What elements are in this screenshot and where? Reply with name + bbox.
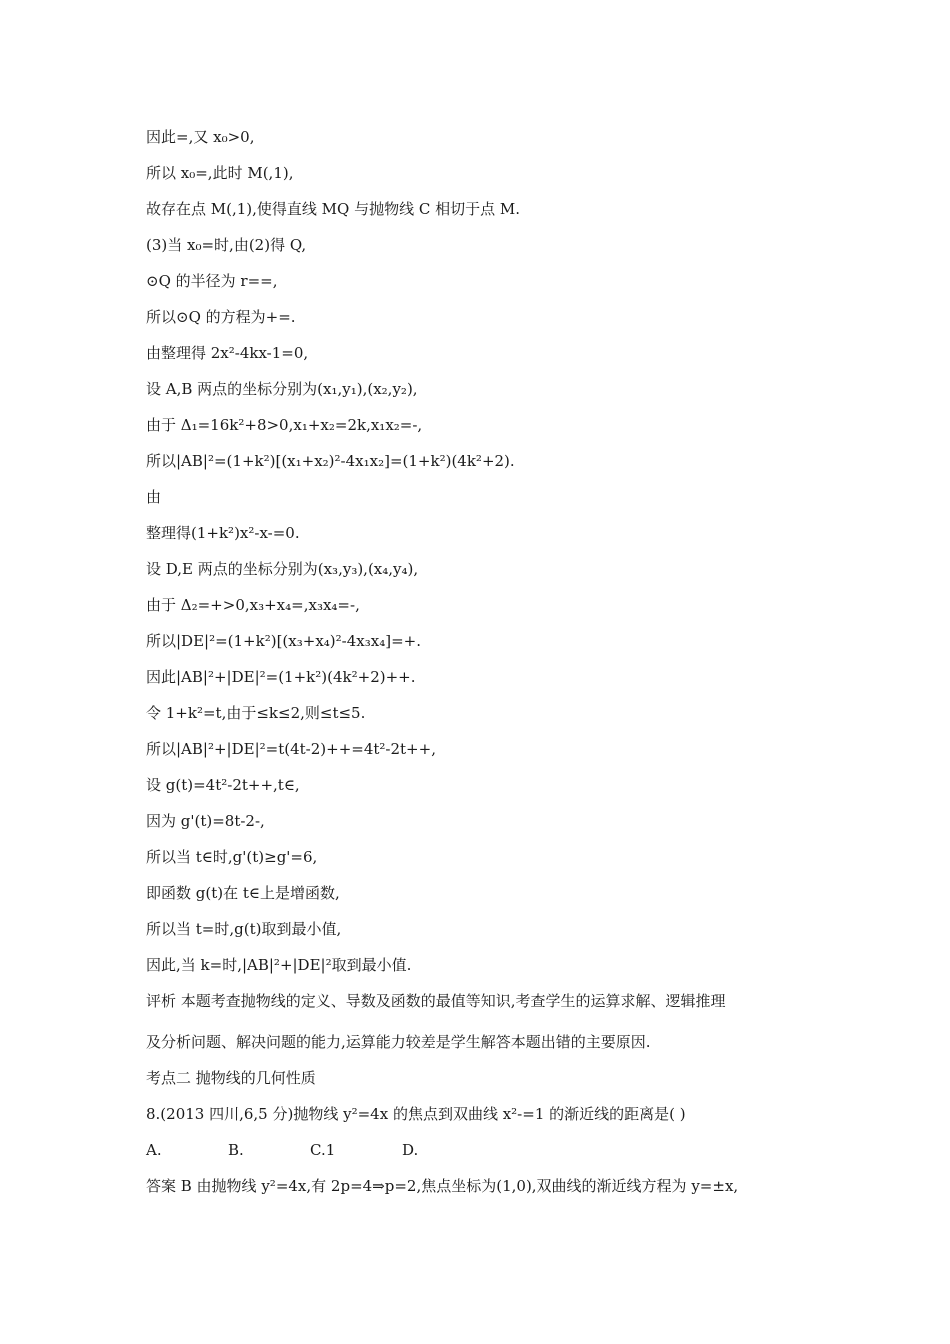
comment-line-2: 及分析问题、解决问题的能力,运算能力较差是学生解答本题出错的主要原因. — [146, 1033, 651, 1051]
text-line: 所以 x₀=,此时 M(,1), — [146, 164, 294, 182]
text-line: 设 A,B 两点的坐标分别为(x₁,y₁),(x₂,y₂), — [146, 380, 418, 398]
text-line: 由 — [146, 488, 162, 506]
text-line: 由于 Δ₂=+>0,x₃+x₄=,x₃x₄=-, — [146, 596, 360, 614]
text-line: 因此=,又 x₀>0, — [146, 128, 255, 146]
text-line: 所以⊙Q 的方程为+=. — [146, 308, 296, 326]
text-line: 设 g(t)=4t²-2t++,t∈, — [146, 776, 300, 794]
text-line: 因为 g'(t)=8t-2-, — [146, 812, 265, 830]
text-line: 设 D,E 两点的坐标分别为(x₃,y₃),(x₄,y₄), — [146, 560, 419, 578]
text-line: 由整理得 2x²-4kx-1=0, — [146, 344, 309, 362]
text-line: 因此,当 k=时,|AB|²+|DE|²取到最小值. — [146, 956, 412, 974]
text-line: ⊙Q 的半径为 r==, — [146, 272, 278, 290]
text-line: 所以|DE|²=(1+k²)[(x₃+x₄)²-4x₃x₄]=+. — [146, 632, 421, 650]
text-line: 所以当 t=时,g(t)取到最小值, — [146, 920, 342, 938]
text-line: 所以|AB|²+|DE|²=t(4t-2)++=4t²-2t++, — [146, 740, 436, 758]
text-line: 令 1+k²=t,由于≤k≤2,则≤t≤5. — [146, 704, 366, 722]
question-text: 8.(2013 四川,6,5 分)抛物线 y²=4x 的焦点到双曲线 x²-=1 的渐近线的距离是( ) — [146, 1105, 686, 1123]
text-line: 整理得(1+k²)x²-x-=0. — [146, 524, 300, 542]
text-line: 所以当 t∈时,g'(t)≥g'=6, — [146, 848, 318, 866]
choice-c: C.1 — [310, 1141, 336, 1159]
text-line: (3)当 x₀=时,由(2)得 Q, — [146, 236, 307, 254]
choices-row — [146, 1140, 418, 1160]
text-line: 即函数 g(t)在 t∈上是增函数, — [146, 884, 340, 902]
choice-d: D. — [402, 1141, 419, 1159]
text-line: 因此|AB|²+|DE|²=(1+k²)(4k²+2)++. — [146, 668, 416, 686]
section-title: 考点二 抛物线的几何性质 — [146, 1069, 316, 1087]
comment-line-1: 评析 本题考查抛物线的定义、导数及函数的最值等知识,考查学生的运算求解、逻辑推理 — [146, 992, 726, 1010]
text-line: 故存在点 M(,1),使得直线 MQ 与抛物线 C 相切于点 M. — [146, 200, 521, 218]
choice-b: B. — [228, 1141, 244, 1159]
text-line: 所以|AB|²=(1+k²)[(x₁+x₂)²-4x₁x₂]=(1+k²)(4k²+2). — [146, 452, 515, 470]
answer-text: 答案 B 由抛物线 y²=4x,有 2p=4⇒p=2,焦点坐标为(1,0),双曲线的渐近线方程为 y=±x, — [146, 1177, 739, 1195]
choice-a: A. — [146, 1141, 162, 1159]
text-line: 由于 Δ₁=16k²+8>0,x₁+x₂=2k,x₁x₂=-, — [146, 416, 423, 434]
